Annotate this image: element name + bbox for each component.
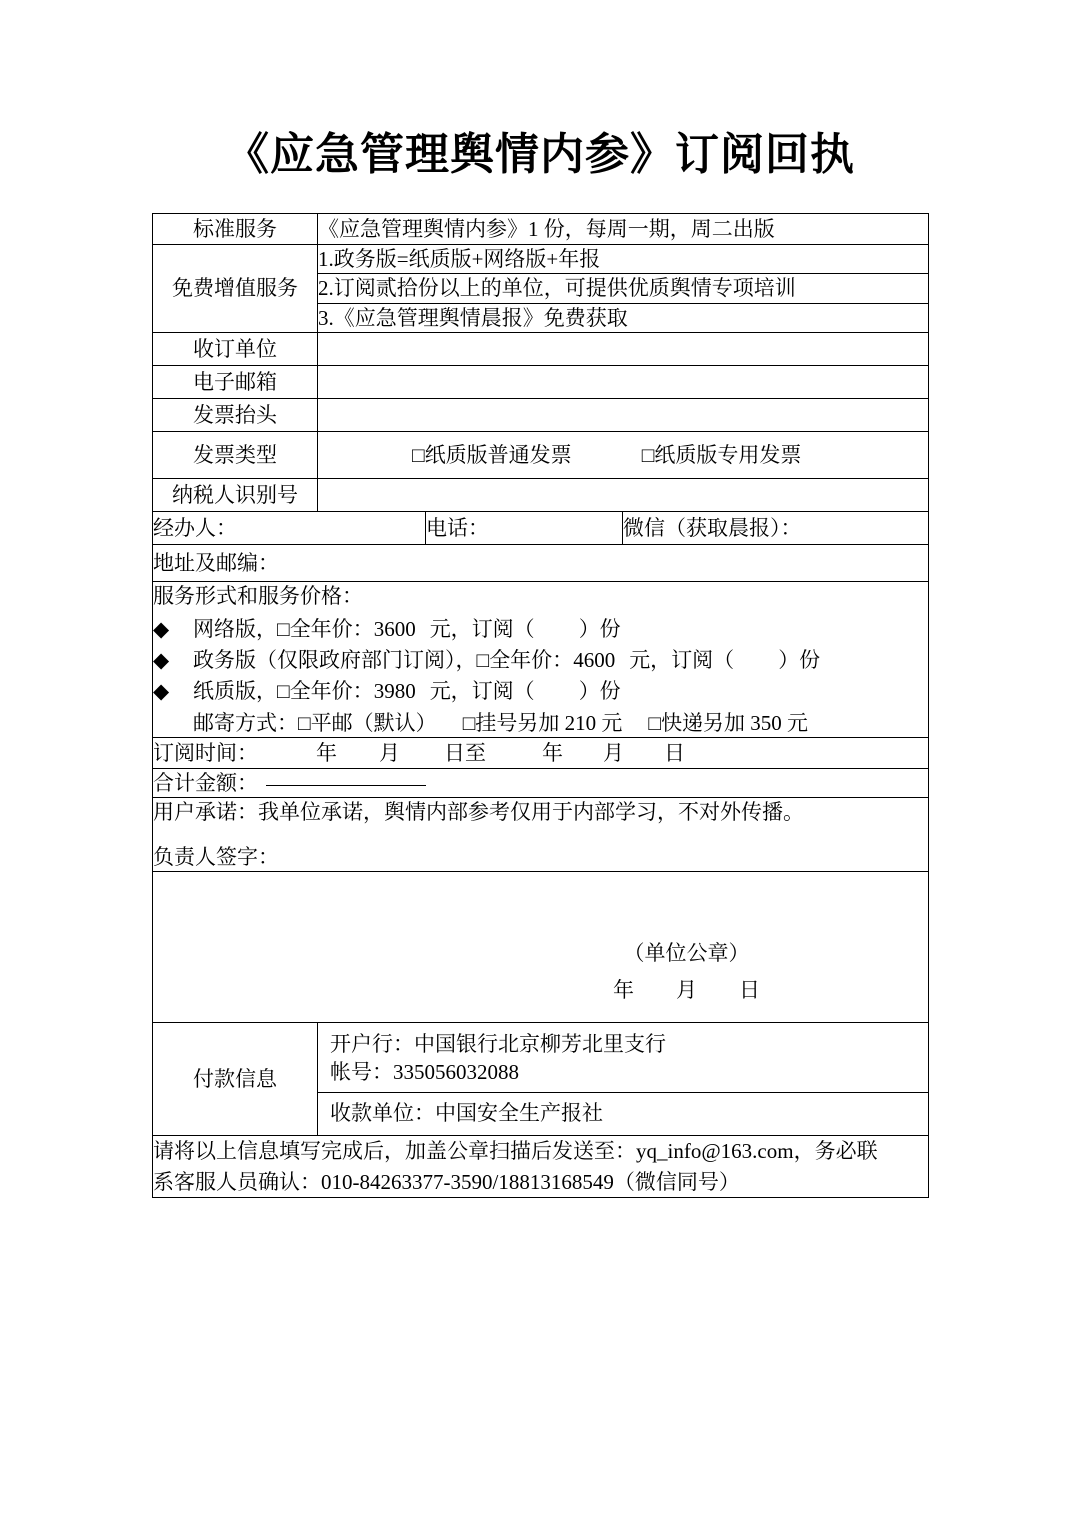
service-option-government-count-close: ）份 [778,648,821,673]
phone-field[interactable]: 电话： [426,512,623,545]
invoice-title-label: 发票抬头 [153,399,318,432]
footer-note-line-1: 请将以上信息填写完成后，加盖公章扫描后发送至：yq_info@163.com，务必联 [153,1139,878,1164]
subscription-time-year-start: 年 [316,740,337,765]
diamond-bullet-icon: ◆ [153,679,170,704]
payment-info-label: 付款信息 [153,1023,318,1136]
seal-month: 月 [676,977,698,1002]
invoice-type-label: 发票类型 [153,432,318,479]
subscription-receipt-table [152,213,929,1198]
subscription-time-day-to: 日至 [444,740,486,765]
invoice-type-options [318,432,929,479]
service-option-online-count-close: ）份 [578,616,621,641]
page-title: 《应急管理舆情内参》订阅回执 [225,130,855,179]
service-option-online-price-label: 全年价： [289,616,374,641]
checkbox-icon[interactable]: □ [277,679,290,704]
service-option-paper-name: 纸质版， [193,679,277,704]
footer-note-line-2: 系客服人员确认：010-84263377-3590/18813168549（微信同号） [153,1169,740,1194]
subscription-time-month-end: 月 [603,740,624,765]
checkbox-icon[interactable]: □ [476,648,490,673]
mailing-method-row [153,709,928,737]
free-value-added-item-2: 2.订阅贰拾份以上的单位，可提供优质舆情专项培训 [318,274,929,303]
seal-day: 日 [739,977,761,1002]
payment-info-bank-block [318,1023,928,1093]
invoice-type-option-ordinary[interactable] [412,441,572,469]
footer-note [153,1136,929,1198]
standard-service-value: 《应急管理舆情内参》1 份，每周一期，周二出版 [318,214,929,245]
checkbox-icon[interactable]: □ [277,616,290,641]
mailing-option-express[interactable]: 快递另加 350 元 [661,710,809,735]
service-option-paper-unit: 元， [429,679,472,704]
table-row-invoice-type [153,432,929,479]
service-option-online-unit: 元， [429,616,472,641]
table-row-service-price [153,582,929,738]
table-row-free-value-added [153,245,929,274]
subscription-time-field[interactable] [153,738,929,769]
signature-field[interactable]: 负责人签字： [153,844,279,869]
seal-stamp-label: （单位公章） [623,941,750,966]
checkbox-icon[interactable]: □ [298,710,311,735]
user-promise-block [153,798,929,872]
invoice-type-option-ordinary-label: 纸质版普通发票 [424,443,572,468]
table-row-seal [153,872,929,1023]
service-option-government-name: 政务版（仅限政府部门订阅）， [193,648,477,673]
invoice-type-option-special-label: 纸质版专用发票 [654,443,802,468]
table-row-taxpayer-id [153,479,929,512]
seal-date-line [613,976,760,1004]
checkbox-icon[interactable]: □ [462,710,476,735]
checkbox-icon[interactable]: □ [648,710,662,735]
payment-account-line: 帐号：335056032088 [330,1060,519,1085]
service-option-online-count-label: 订阅（ [471,616,535,641]
free-value-added-item-1: 1.政务版=纸质版+网络版+年报 [318,245,929,274]
table-row-standard-service [153,214,929,245]
seal-year: 年 [613,977,635,1002]
mailing-option-standard[interactable]: 平邮（默认） [310,710,437,735]
subscriber-unit-input[interactable] [318,333,929,366]
diamond-bullet-icon: ◆ [153,616,170,641]
email-input[interactable] [318,366,929,399]
table-row-user-promise [153,798,929,872]
checkbox-icon[interactable]: □ [412,443,425,468]
table-row-invoice-title [153,399,929,432]
service-option-government-unit: 元， [629,648,672,673]
service-option-paper-count-close: ）份 [578,679,621,704]
email-label: 电子邮箱 [153,366,318,399]
service-option-paper-count-label: 订阅（ [471,679,535,704]
table-row-contact [153,512,929,545]
taxpayer-id-input[interactable] [318,479,929,512]
service-option-online[interactable] [153,615,928,643]
service-option-government-count-label: 订阅（ [671,648,735,673]
subscription-time-month-start: 月 [379,740,400,765]
table-row-subscription-time [153,738,929,769]
free-value-added-label: 免费增值服务 [153,245,318,333]
service-option-paper[interactable] [153,677,928,705]
seal-area[interactable] [153,872,929,1023]
service-option-paper-price: 3980 [373,679,416,704]
wechat-field[interactable]: 微信（获取晨报）： [623,512,929,545]
taxpayer-id-label: 纳税人识别号 [153,479,318,512]
payment-payee-line: 收款单位：中国安全生产报社 [330,1100,603,1125]
table-row-email [153,366,929,399]
service-option-government[interactable] [153,646,928,674]
total-amount-blank-rule[interactable] [266,784,426,786]
service-price-heading: 服务形式和服务价格： [153,584,363,609]
service-option-online-name: 网络版， [193,616,277,641]
user-promise-text: 用户承诺：我单位承诺，舆情内部参考仅用于内部学习，不对外传播。 [153,800,804,825]
mailing-option-registered[interactable]: 挂号另加 210 元 [475,710,623,735]
invoice-type-option-special[interactable] [642,441,802,469]
address-field[interactable]: 地址及邮编： [153,545,929,582]
standard-service-label: 标准服务 [153,214,318,245]
service-option-paper-price-label: 全年价： [289,679,374,704]
total-amount-label: 合计金额： [153,771,258,796]
payment-info-details [318,1023,929,1136]
service-option-government-price-label: 全年价： [489,648,574,673]
table-row-total-amount [153,769,929,798]
subscription-time-day-end: 日 [664,740,685,765]
service-price-block [153,582,929,738]
service-option-online-price: 3600 [373,616,416,641]
mailing-method-label: 邮寄方式： [193,710,298,735]
total-amount-field[interactable] [153,769,929,798]
subscription-time-label: 订阅时间： [153,740,258,765]
subscriber-unit-label: 收订单位 [153,333,318,366]
checkbox-icon[interactable]: □ [641,443,655,468]
handler-field[interactable]: 经办人： [153,512,426,545]
free-value-added-item-3: 3.《应急管理舆情晨报》免费获取 [318,303,929,332]
table-row-address [153,545,929,582]
invoice-title-input[interactable] [318,399,929,432]
subscription-time-year-end: 年 [542,740,563,765]
diamond-bullet-icon: ◆ [153,648,170,673]
payment-bank-line: 开户行：中国银行北京柳芳北里支行 [330,1032,666,1057]
table-row-subscriber-unit [153,333,929,366]
table-row-payment-info [153,1023,929,1136]
service-option-government-price: 4600 [573,648,616,673]
table-row-footer-note [153,1136,929,1198]
